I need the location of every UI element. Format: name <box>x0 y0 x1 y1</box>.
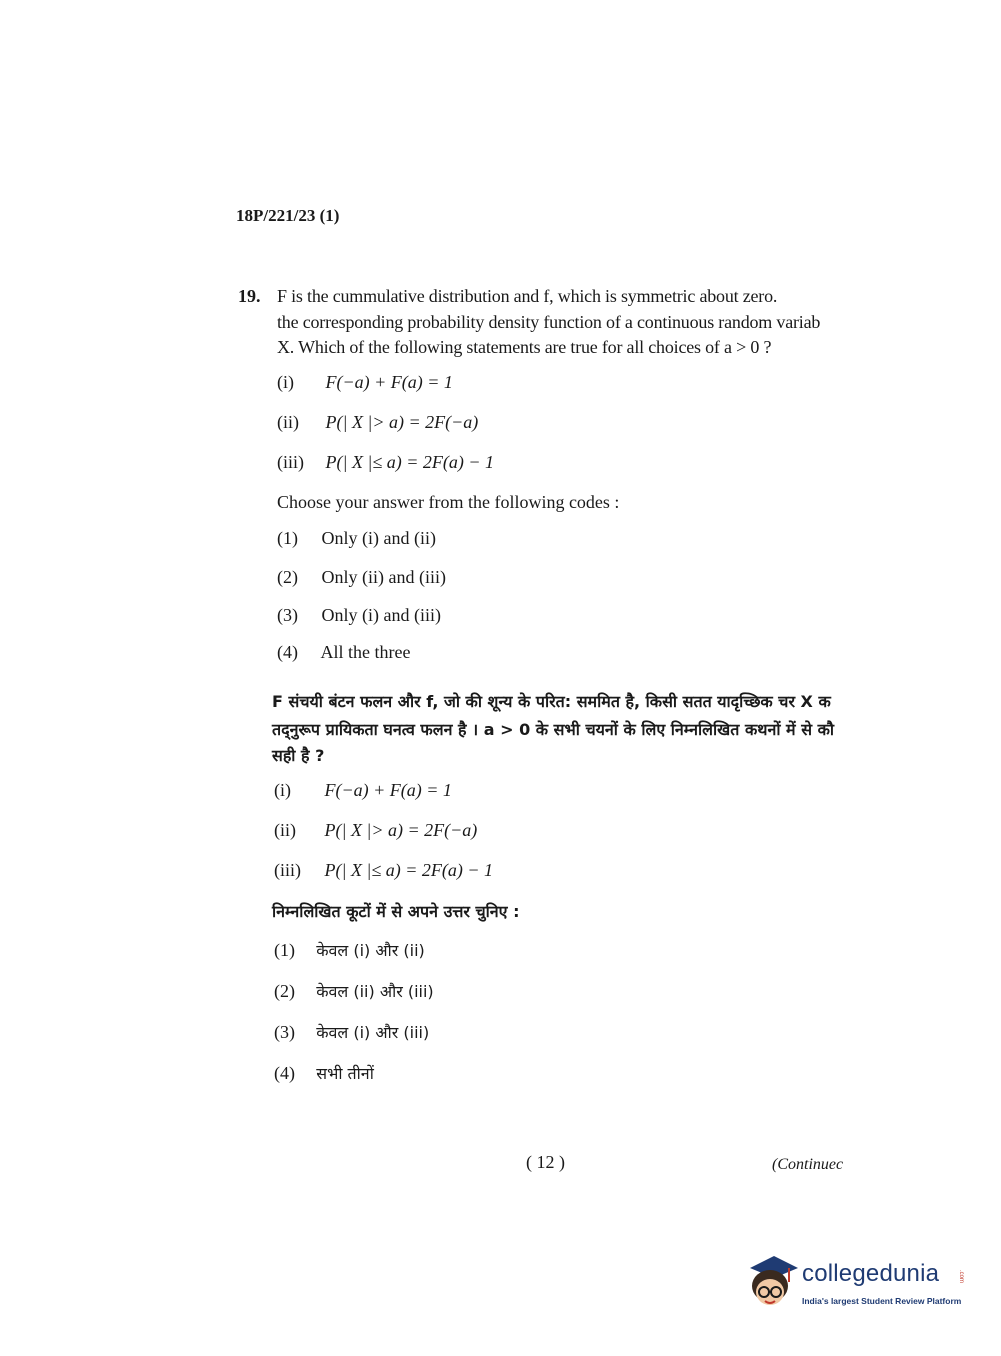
statement-en-iii <box>277 452 494 473</box>
option-label: (4) <box>274 1063 295 1083</box>
option-text: Only (i) and (iii) <box>321 605 441 625</box>
option-en-2 <box>277 567 446 588</box>
option-hi-2 <box>274 980 434 1002</box>
choose-instruction-en: Choose your answer from the following codes : <box>277 492 620 512</box>
option-text: केवल (ii) और (iii) <box>316 982 434 1001</box>
option-text: Only (i) and (ii) <box>321 528 436 548</box>
question-en-line-2: the corresponding probability density function of a continuous random variab <box>277 312 821 332</box>
option-text: All the three <box>320 642 411 662</box>
mascot-icon <box>744 1252 800 1312</box>
statement-hi-ii <box>274 820 477 841</box>
statement-hi-i <box>274 780 452 801</box>
question-en-line-1: F is the cummulative distribution and f, which is symmetric about zero. <box>277 286 778 306</box>
statement-hi-iii <box>274 860 493 881</box>
logo-tagline: India's largest Student Review Platform <box>802 1296 962 1306</box>
page-number: ( 12 ) <box>526 1152 565 1172</box>
option-hi-4 <box>274 1062 374 1084</box>
question-hi-line-1: F संचयी बंटन फलन और f, जो की शून्य के परित: सममित है, किसी सतत यादृच्छिक चर X क <box>272 692 831 711</box>
statement-label: (iii) <box>274 860 301 880</box>
statement-expr: P(| X |≤ a) = 2F(a) − 1 <box>325 452 495 472</box>
question-hi-line-2: तद्नुरूप प्रायिकता घनत्व फलन है । a > 0 के सभी चयनों के लिए निम्नलिखित कथनों में से कौ <box>272 720 835 739</box>
logo-suffix: .com <box>958 1270 964 1284</box>
option-en-4 <box>277 642 410 663</box>
statement-en-i <box>277 372 453 393</box>
option-en-1 <box>277 528 436 549</box>
continued-label: (Continuec <box>772 1156 844 1173</box>
option-label: (3) <box>277 605 298 625</box>
option-label: (3) <box>274 1022 295 1042</box>
option-label: (4) <box>277 642 298 662</box>
statement-en-ii <box>277 412 478 433</box>
question-number: 19. <box>238 286 261 306</box>
option-label: (2) <box>274 981 295 1001</box>
option-hi-3 <box>274 1021 429 1043</box>
option-text: Only (ii) and (iii) <box>321 567 446 587</box>
choose-instruction-hi: निम्नलिखित कूटों में से अपने उत्तर चुनिए : <box>272 902 520 921</box>
statement-label: (ii) <box>274 820 296 840</box>
question-en-line-3: X. Which of the following statements are true for all choices of a > 0 ? <box>277 337 772 357</box>
question-hi-line-3: सही है ? <box>272 746 325 765</box>
option-text: केवल (i) और (ii) <box>316 941 425 960</box>
logo-name: collegedunia <box>802 1260 940 1287</box>
option-text: केवल (i) और (iii) <box>316 1023 430 1042</box>
statement-expr: F(−a) + F(a) = 1 <box>324 780 452 800</box>
option-label: (1) <box>274 940 295 960</box>
paper-code: 18P/221/23 (1) <box>236 206 340 225</box>
collegedunia-logo[interactable] <box>744 1252 969 1316</box>
option-label: (1) <box>277 528 298 548</box>
statement-expr: F(−a) + F(a) = 1 <box>325 372 453 392</box>
statement-label: (i) <box>277 372 294 392</box>
statement-expr: P(| X |> a) = 2F(−a) <box>324 820 478 840</box>
statement-expr: P(| X |≤ a) = 2F(a) − 1 <box>324 860 494 880</box>
option-text: सभी तीनों <box>316 1064 374 1083</box>
option-label: (2) <box>277 567 298 587</box>
option-hi-1 <box>274 939 425 961</box>
statement-label: (iii) <box>277 452 304 472</box>
statement-expr: P(| X |> a) = 2F(−a) <box>325 412 479 432</box>
option-en-3 <box>277 605 441 626</box>
statement-label: (ii) <box>277 412 299 432</box>
statement-label: (i) <box>274 780 291 800</box>
